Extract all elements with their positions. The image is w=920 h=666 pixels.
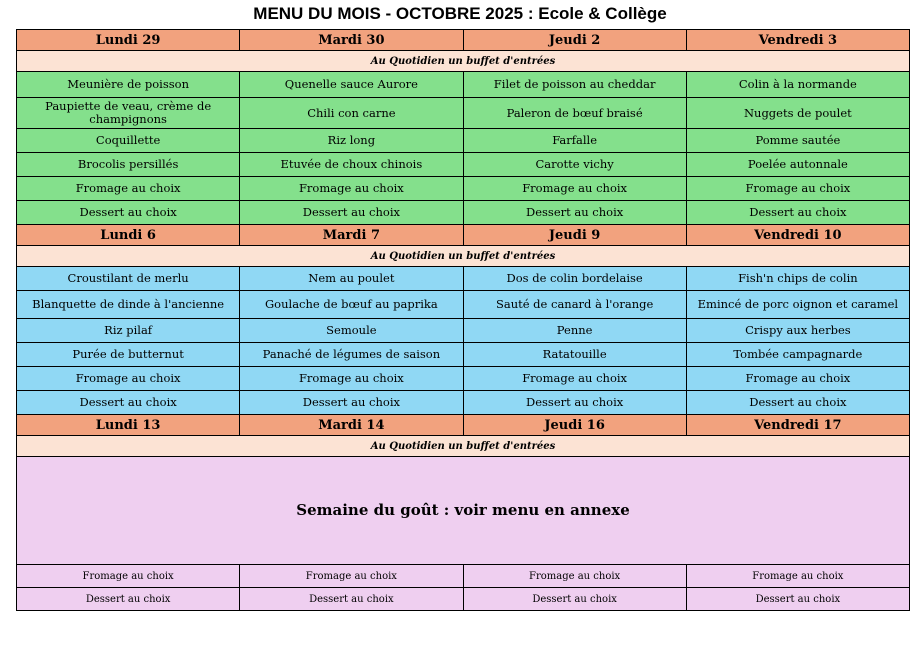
week-1-day-header	[17, 30, 910, 51]
menu-row	[17, 565, 910, 588]
menu-cell: Dessert au choix	[17, 391, 240, 415]
menu-cell: Goulache de bœuf au paprika	[240, 291, 463, 319]
day-header: Mardi 30	[240, 30, 463, 51]
menu-cell: Croustilant de merlu	[17, 267, 240, 291]
day-header: Mardi 14	[240, 415, 463, 436]
buffet-label: Au Quotidien un buffet d'entrées	[17, 246, 910, 267]
day-header: Lundi 6	[17, 225, 240, 246]
menu-cell: Fromage au choix	[463, 367, 686, 391]
menu-cell: Riz long	[240, 129, 463, 153]
menu-cell: Fromage au choix	[686, 565, 909, 588]
menu-row	[17, 391, 910, 415]
menu-cell: Fromage au choix	[240, 565, 463, 588]
menu-row	[17, 201, 910, 225]
menu-cell: Fromage au choix	[686, 177, 909, 201]
menu-row	[17, 153, 910, 177]
menu-cell: Dessert au choix	[240, 391, 463, 415]
menu-cell: Dessert au choix	[463, 201, 686, 225]
menu-cell: Emincé de porc oignon et caramel	[686, 291, 909, 319]
menu-cell: Carotte vichy	[463, 153, 686, 177]
menu-cell: Fromage au choix	[240, 367, 463, 391]
week-3-day-header	[17, 415, 910, 436]
menu-cell: Fromage au choix	[463, 565, 686, 588]
menu-row	[17, 98, 910, 129]
menu-cell: Riz pilaf	[17, 319, 240, 343]
menu-row	[17, 343, 910, 367]
menu-cell: Penne	[463, 319, 686, 343]
menu-cell: Dos de colin bordelaise	[463, 267, 686, 291]
menu-cell: Blanquette de dinde à l'ancienne	[17, 291, 240, 319]
day-header: Jeudi 2	[463, 30, 686, 51]
menu-row	[17, 267, 910, 291]
special-week-notice: Semaine du goût : voir menu en annexe	[17, 457, 910, 565]
menu-cell: Fromage au choix	[17, 565, 240, 588]
menu-table	[16, 29, 910, 611]
menu-cell: Colin à la normande	[686, 72, 909, 98]
menu-row	[17, 177, 910, 201]
menu-cell: Brocolis persillés	[17, 153, 240, 177]
menu-row	[17, 367, 910, 391]
buffet-row	[17, 51, 910, 72]
menu-cell: Chili con carne	[240, 98, 463, 129]
menu-cell: Pomme sautée	[686, 129, 909, 153]
menu-cell: Dessert au choix	[463, 588, 686, 611]
menu-cell: Coquillette	[17, 129, 240, 153]
menu-cell: Crispy aux herbes	[686, 319, 909, 343]
menu-cell: Dessert au choix	[463, 391, 686, 415]
menu-cell: Nuggets de poulet	[686, 98, 909, 129]
menu-cell: Fromage au choix	[17, 177, 240, 201]
menu-cell: Quenelle sauce Aurore	[240, 72, 463, 98]
week-2-day-header	[17, 225, 910, 246]
menu-cell: Fromage au choix	[17, 367, 240, 391]
menu-cell: Farfalle	[463, 129, 686, 153]
menu-cell: Dessert au choix	[686, 201, 909, 225]
menu-cell: Etuvée de choux chinois	[240, 153, 463, 177]
menu-cell: Ratatouille	[463, 343, 686, 367]
menu-row	[17, 72, 910, 98]
menu-row	[17, 588, 910, 611]
menu-cell: Dessert au choix	[17, 201, 240, 225]
buffet-label: Au Quotidien un buffet d'entrées	[17, 436, 910, 457]
day-header: Lundi 13	[17, 415, 240, 436]
menu-cell: Fromage au choix	[240, 177, 463, 201]
menu-cell: Panaché de légumes de saison	[240, 343, 463, 367]
menu-cell: Meunière de poisson	[17, 72, 240, 98]
menu-cell: Tombée campagnarde	[686, 343, 909, 367]
menu-cell: Dessert au choix	[686, 588, 909, 611]
menu-cell: Paupiette de veau, crème de champignons	[17, 98, 240, 129]
day-header: Vendredi 10	[686, 225, 909, 246]
buffet-label: Au Quotidien un buffet d'entrées	[17, 51, 910, 72]
menu-cell: Dessert au choix	[240, 201, 463, 225]
day-header: Lundi 29	[17, 30, 240, 51]
menu-cell: Dessert au choix	[686, 391, 909, 415]
menu-cell: Fromage au choix	[463, 177, 686, 201]
menu-cell: Dessert au choix	[17, 588, 240, 611]
menu-cell: Dessert au choix	[240, 588, 463, 611]
page-title: MENU DU MOIS - OCTOBRE 2025 : Ecole & Collège	[253, 4, 667, 23]
menu-cell: Nem au poulet	[240, 267, 463, 291]
menu-cell: Poelée autonnale	[686, 153, 909, 177]
menu-cell: Fromage au choix	[686, 367, 909, 391]
menu-cell: Purée de butternut	[17, 343, 240, 367]
day-header: Vendredi 3	[686, 30, 909, 51]
menu-cell: Semoule	[240, 319, 463, 343]
special-week-row	[17, 457, 910, 565]
menu-cell: Filet de poisson au cheddar	[463, 72, 686, 98]
menu-cell: Paleron de bœuf braisé	[463, 98, 686, 129]
day-header: Mardi 7	[240, 225, 463, 246]
menu-cell: Fish'n chips de colin	[686, 267, 909, 291]
day-header: Jeudi 16	[463, 415, 686, 436]
menu-row	[17, 129, 910, 153]
menu-cell: Sauté de canard à l'orange	[463, 291, 686, 319]
buffet-row	[17, 246, 910, 267]
menu-row	[17, 291, 910, 319]
menu-row	[17, 319, 910, 343]
buffet-row	[17, 436, 910, 457]
day-header: Jeudi 9	[463, 225, 686, 246]
day-header: Vendredi 17	[686, 415, 909, 436]
